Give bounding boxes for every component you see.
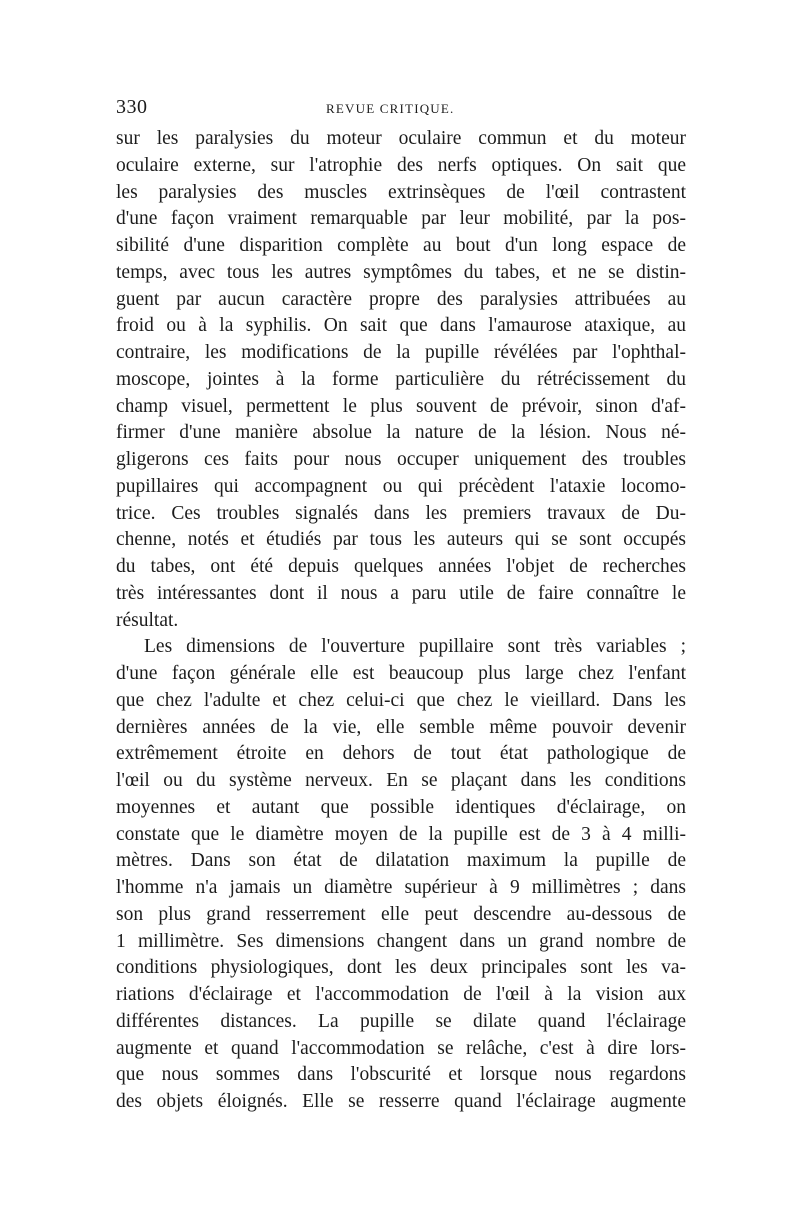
text-line: moyennes et autant que possible identiques d'éclairage, on — [116, 796, 686, 818]
text-line: 1 millimètre. Ses dimensions changent dans un grand nombre de — [116, 930, 686, 952]
text-line: froid ou à la syphilis. On sait que dans l'amaurose ataxique, au — [116, 315, 686, 337]
text-line: chenne, notés et étudiés par tous les auteurs qui se sont occupés — [116, 529, 686, 551]
text-line: que nous sommes dans l'obscurité et lorsque nous regardons — [116, 1064, 686, 1086]
text-line: augmente et quand l'accommodation se relâche, c'est à dire lors- — [116, 1037, 686, 1059]
text-line: moscope, jointes à la forme particulière du rétrécissement du — [116, 368, 686, 390]
text-line: mètres. Dans son état de dilatation maximum la pupille de — [116, 850, 686, 872]
text-line: oculaire externe, sur l'atrophie des nerfs optiques. On sait que — [116, 154, 686, 176]
text-line: d'une façon vraiment remarquable par leur mobilité, par la pos- — [116, 208, 686, 230]
text-line: que chez l'adulte et chez celui-ci que chez le vieillard. Dans les — [116, 689, 686, 711]
text-line: extrêmement étroite en dehors de tout état pathologique de — [116, 743, 686, 765]
text-line: différentes distances. La pupille se dilate quand l'éclairage — [116, 1010, 686, 1032]
text-line: champ visuel, permettent le plus souvent de prévoir, sinon d'af- — [116, 395, 686, 417]
paragraph-end-line: résultat. — [116, 609, 179, 631]
book-page — [116, 96, 686, 1116]
text-line: les paralysies des muscles extrinsèques de l'œil contrastent — [116, 181, 686, 203]
text-line: son plus grand resserrement elle peut descendre au-dessous de — [116, 903, 686, 925]
text-line: des objets éloignés. Elle se resserre quand l'éclairage augmente — [116, 1091, 686, 1112]
page-number: 330 — [116, 96, 148, 118]
text-line: firmer d'une manière absolue la nature de la lésion. Nous né- — [116, 422, 686, 444]
running-title: REVUE CRITIQUE. — [326, 101, 455, 116]
text-line: temps, avec tous les autres symptômes du tabes, et ne se distin- — [116, 261, 686, 283]
running-head — [116, 96, 686, 122]
text-line: sibilité d'une disparition complète au bout d'un long espace de — [116, 235, 686, 256]
text-line: guent par aucun caractère propre des paralysies attribuées au — [116, 288, 686, 310]
body-text — [116, 126, 686, 1116]
text-line: contraire, les modifications de la pupille révélées par l'ophthal- — [116, 342, 686, 363]
text-line: sur les paralysies du moteur oculaire commun et du moteur — [116, 128, 686, 149]
text-line: constate que le diamètre moyen de la pupille est de 3 à 4 milli- — [116, 823, 686, 845]
text-line: gligerons ces faits pour nous occuper uniquement des troubles — [116, 449, 686, 470]
text-line: l'homme n'a jamais un diamètre supérieur à 9 millimètres ; dans — [116, 877, 686, 898]
paragraph-start-line: Les dimensions de l'ouverture pupillaire sont très variables ; — [144, 636, 686, 658]
text-line: dernières années de la vie, elle semble même pouvoir devenir — [116, 716, 686, 738]
text-line: pupillaires qui accompagnent ou qui précèdent l'ataxie locomo- — [116, 475, 686, 497]
text-line: trice. Ces troubles signalés dans les premiers travaux de Du- — [116, 502, 686, 524]
text-line: du tabes, ont été depuis quelques années l'objet de recherches — [116, 556, 686, 577]
text-line: riations d'éclairage et l'accommodation de l'œil à la vision aux — [116, 984, 686, 1005]
text-line: l'œil ou du système nerveux. En se plaçant dans les conditions — [116, 770, 686, 791]
text-line: conditions physiologiques, dont les deux principales sont les va- — [116, 957, 686, 979]
text-line: très intéressantes dont il nous a paru utile de faire connaître le — [116, 582, 686, 604]
text-line: d'une façon générale elle est beaucoup plus large chez l'enfant — [116, 663, 686, 684]
